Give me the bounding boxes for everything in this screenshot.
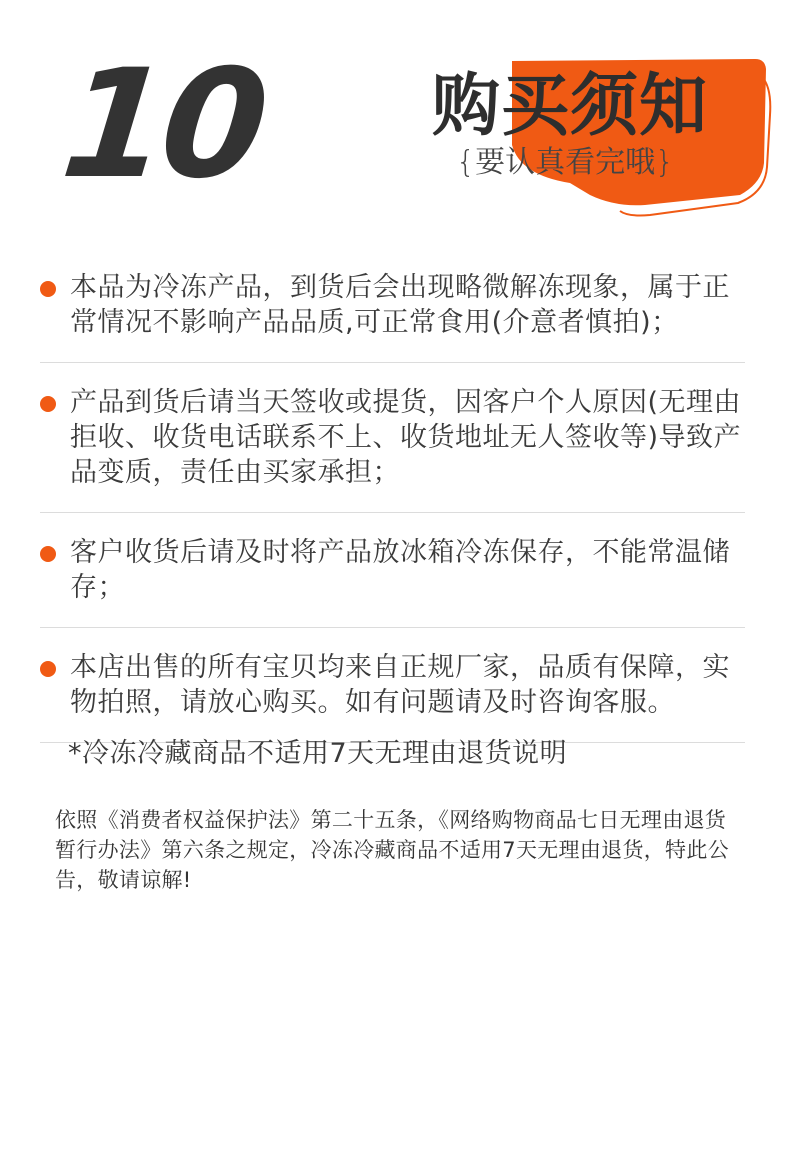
list-item xyxy=(40,650,745,743)
list-item xyxy=(40,385,745,513)
bullet-dot-icon xyxy=(40,546,56,562)
return-policy-note: *冷冻冷藏商品不适用7天无理由退货说明 xyxy=(68,738,568,769)
list-item-text: 本品为冷冻产品，到货后会出现略微解冻现象，属于正常情况不影响产品品质,可正常食用(介意者慎拍)； xyxy=(70,272,730,338)
list-item-text: 产品到货后请当天签收或提货，因客户个人原因(无理由拒收、收货电话联系不上、收货地址无人签收等)导致产品变质，责任由买家承担； xyxy=(70,387,742,488)
list-item xyxy=(40,535,745,628)
list-item-text: 本店出售的所有宝贝均来自正规厂家，品质有保障，实物拍照，请放心购买。如有问题请及时咨询客服。 xyxy=(70,652,730,718)
bullet-dot-icon xyxy=(40,396,56,412)
bullet-dot-icon xyxy=(40,661,56,677)
list-item xyxy=(40,270,745,363)
page-title: 购买须知 xyxy=(432,67,709,146)
list-item-text: 客户收货后请及时将产品放冰箱冷冻保存，不能常温储存； xyxy=(70,537,730,603)
title-block xyxy=(420,55,780,225)
legal-notice: 依照《消费者权益保护法》第二十五条，《网络购物商品七日无理由退货暂行办法》第六条之规定，冷冻冷藏商品不适用7天无理由退货，特此公告，敬请谅解! xyxy=(55,808,729,892)
section-number: 10 xyxy=(54,38,270,212)
bullet-dot-icon xyxy=(40,281,56,297)
page-subtitle: {要认真看完哦} xyxy=(456,145,675,180)
notice-list xyxy=(40,270,745,765)
